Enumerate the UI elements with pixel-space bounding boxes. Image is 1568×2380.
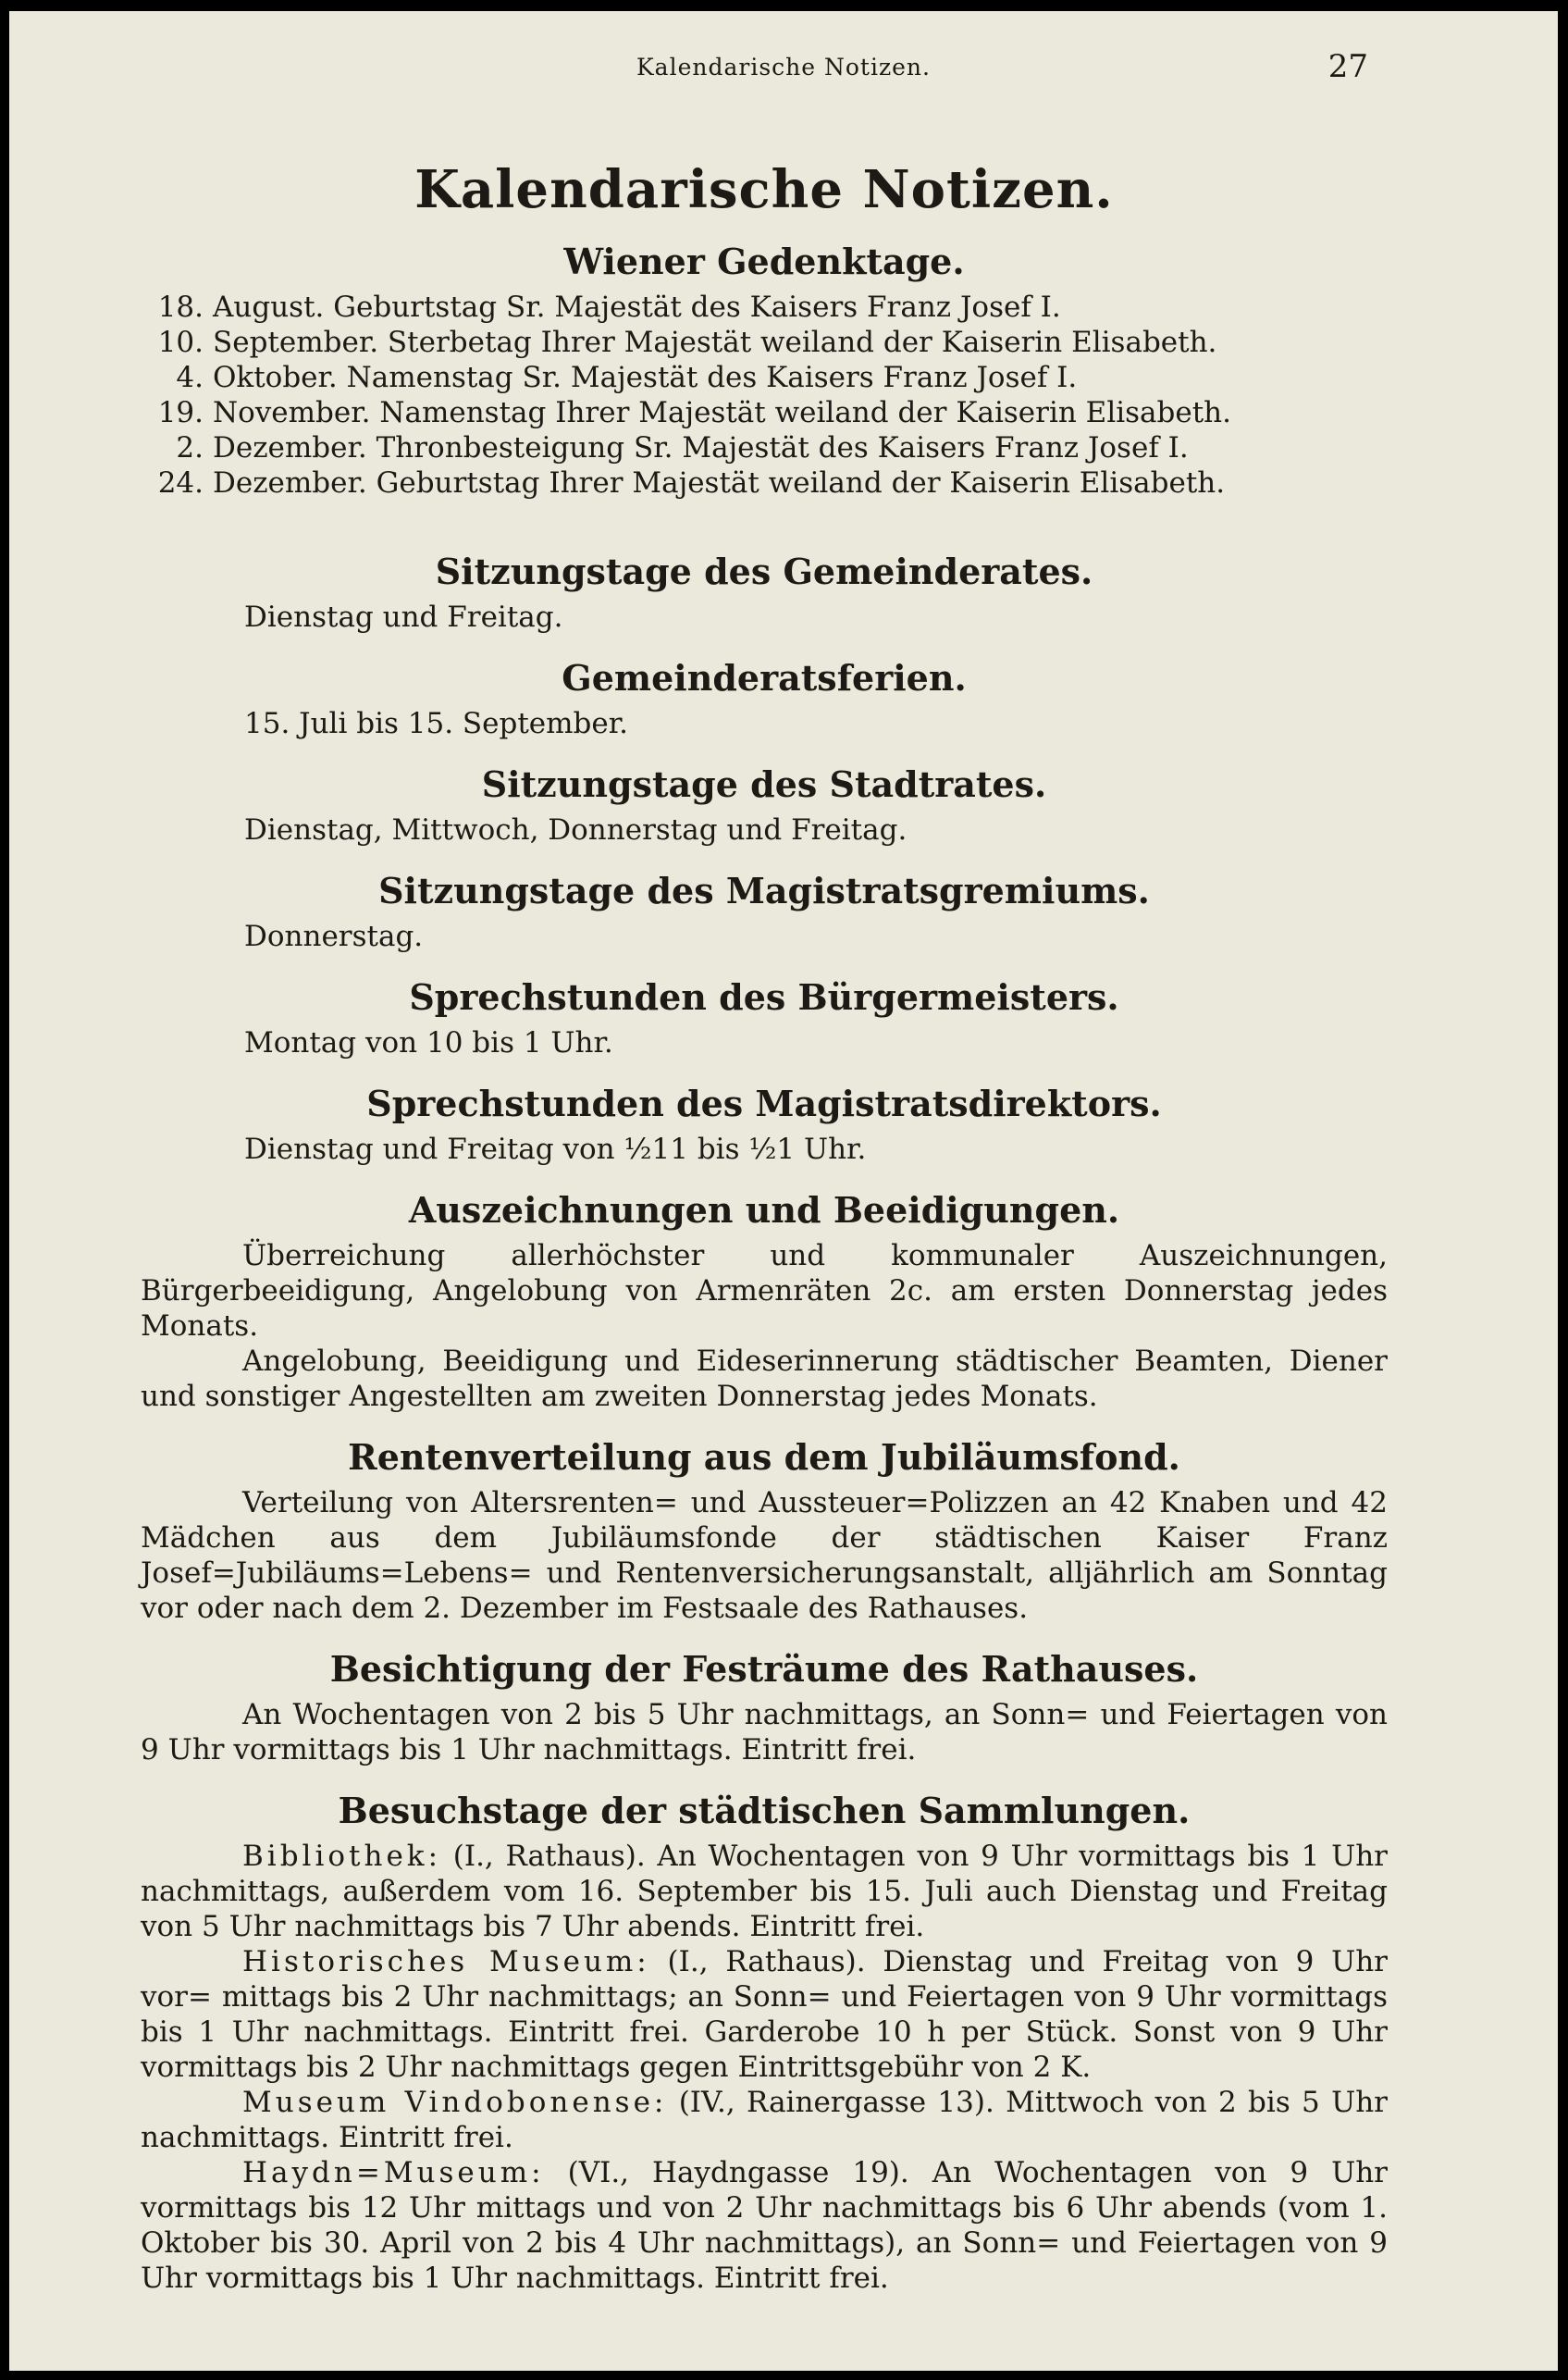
text-sprechstunden-direktor: Dienstag und Freitag von ½11 bis ½1 Uhr.	[244, 1133, 867, 1166]
label-haydn-museum: Haydn=Museum:	[242, 2156, 545, 2189]
paragraph-haydn-museum: Haydn=Museum: (VI., Haydngasse 19). An Wochentagen von 9 Uhr vormittags bis 12 Uhr mittags und von 2 Uhr nachmittags bis 6 Uhr abends (vom 1. Oktober bis 30. April von 2 bis 4 Uhr nachmittags), an Sonn= und Feiertagen von 9 Uhr vormittags bis 1 Uhr nachmittags. Eintritt frei.	[141, 2156, 1388, 2295]
heading-sammlungen: Besuchstage der städtischen Sammlungen.	[338, 1790, 1191, 1831]
paragraph-rentenverteilung: Verteilung von Altersrenten= und Aussteuer=Polizzen an 42 Knaben und 42 Mädchen aus dem Jubiläumsfonde der städtischen Kaiser Franz Josef=Jubiläums=Lebens= und Rentenversicherungsanstalt, alljährlich am Sonntag vor oder nach dem 2. Dezember im Festsaale des Rathauses.	[141, 1486, 1388, 1625]
paragraph-besichtigung: An Wochentagen von 2 bis 5 Uhr nachmittags, an Sonn= und Feiertagen von 9 Uhr vormittags bis 1 Uhr nachmittags. Eintritt frei.	[141, 1698, 1388, 1766]
text-sitzungstage-magistrat: Donnerstag.	[244, 920, 424, 953]
text-sprechstunden-buergermeister: Montag von 10 bis 1 Uhr.	[244, 1026, 613, 1060]
list-item: 19. November. Namenstag Ihrer Majestät weiland der Kaiserin Elisabeth.	[157, 396, 1231, 429]
list-item: 10. September. Sterbetag Ihrer Majestät weiland der Kaiserin Elisabeth.	[157, 326, 1217, 359]
page	[9, 11, 1558, 2371]
heading-auszeichnungen: Auszeichnungen und Beeidigungen.	[408, 1189, 1120, 1231]
heading-sitzungstage-gemeinderat: Sitzungstage des Gemeinderates.	[435, 551, 1093, 592]
paragraph-auszeichnungen-2: Angelobung, Beeidigung und Eideserinnerung städtischer Beamten, Diener und sonstiger Angestellten am zweiten Donnerstag jedes Monats.	[141, 1345, 1388, 1413]
heading-sitzungstage-magistrat: Sitzungstage des Magistratsgremiums.	[378, 870, 1150, 911]
paragraph-historisches-museum: Historisches Museum: (I., Rathaus). Dienstag und Freitag von 9 Uhr vor= mittags bis 2 Uhr nachmittags; an Sonn= und Feiertagen von 9 Uhr vormittags bis 1 Uhr nachmittags. Eintritt frei. Garderobe 10 h per Stück. Sonst von 9 Uhr vormittags bis 2 Uhr nachmittags gegen Eintrittsgebühr von 2 K.	[141, 1945, 1388, 2084]
label-bibliothek: Bibliothek:	[242, 1840, 442, 1873]
heading-rentenverteilung: Rentenverteilung aus dem Jubiläumsfond.	[348, 1436, 1180, 1478]
text-sitzungstage-stadtrat: Dienstag, Mittwoch, Donnerstag und Freitag.	[244, 813, 907, 847]
page-title: Kalendarische Notizen.	[414, 159, 1114, 220]
gedenktage-list	[141, 290, 1388, 501]
heading-sprechstunden-direktor: Sprechstunden des Magistratsdirektors.	[366, 1083, 1162, 1124]
running-head: Kalendarische Notizen.	[636, 54, 931, 81]
label-museum-vindobonense: Museum Vindobonense:	[242, 2086, 668, 2119]
page-number: 27	[1327, 48, 1368, 85]
list-item: 24. Dezember. Geburtstag Ihrer Majestät weiland der Kaiserin Elisabeth.	[157, 466, 1226, 500]
paragraph-bibliothek: Bibliothek: (I., Rathaus). An Wochentagen von 9 Uhr vormittags bis 1 Uhr nachmittags, außerdem vom 16. September bis 15. Juli auch Dienstag und Freitag von 5 Uhr nachmittags bis 7 Uhr abends. Eintritt frei.	[141, 1840, 1389, 1943]
heading-sitzungstage-stadtrat: Sitzungstage des Stadtrates.	[481, 763, 1047, 805]
heading-sprechstunden-buergermeister: Sprechstunden des Bürgermeisters.	[409, 976, 1119, 1018]
heading-wiener-gedenktage: Wiener Gedenktage.	[563, 241, 965, 282]
label-historisches-museum: Historisches Museum:	[242, 1945, 650, 1978]
paragraph-museum-vindobonense: Museum Vindobonense: (IV., Rainergasse 13). Mittwoch von 2 bis 5 Uhr nachmittags. Eintritt frei.	[141, 2086, 1388, 2154]
text-sitzungstage-gemeinderat: Dienstag und Freitag.	[244, 601, 563, 634]
list-item: 18. August. Geburtstag Sr. Majestät des Kaisers Franz Josef I.	[157, 291, 1061, 324]
text-gemeinderatsferien: 15. Juli bis 15. September.	[244, 707, 628, 740]
paragraph-auszeichnungen-1: Überreichung allerhöchster und kommunaler Auszeichnungen, Bürgerbeeidigung, Angelobung von Armenräten 2c. am ersten Donnerstag jedes Monats.	[141, 1239, 1388, 1343]
heading-gemeinderatsferien: Gemeinderatsferien.	[562, 657, 967, 699]
list-item: 4. Oktober. Namenstag Sr. Majestät des Kaisers Franz Josef I.	[176, 361, 1078, 394]
content	[141, 159, 1388, 2296]
heading-besichtigung: Besichtigung der Festräume des Rathauses.	[329, 1648, 1199, 1690]
list-item: 2. Dezember. Thronbesteigung Sr. Majestät des Kaisers Franz Josef I.	[176, 431, 1189, 465]
